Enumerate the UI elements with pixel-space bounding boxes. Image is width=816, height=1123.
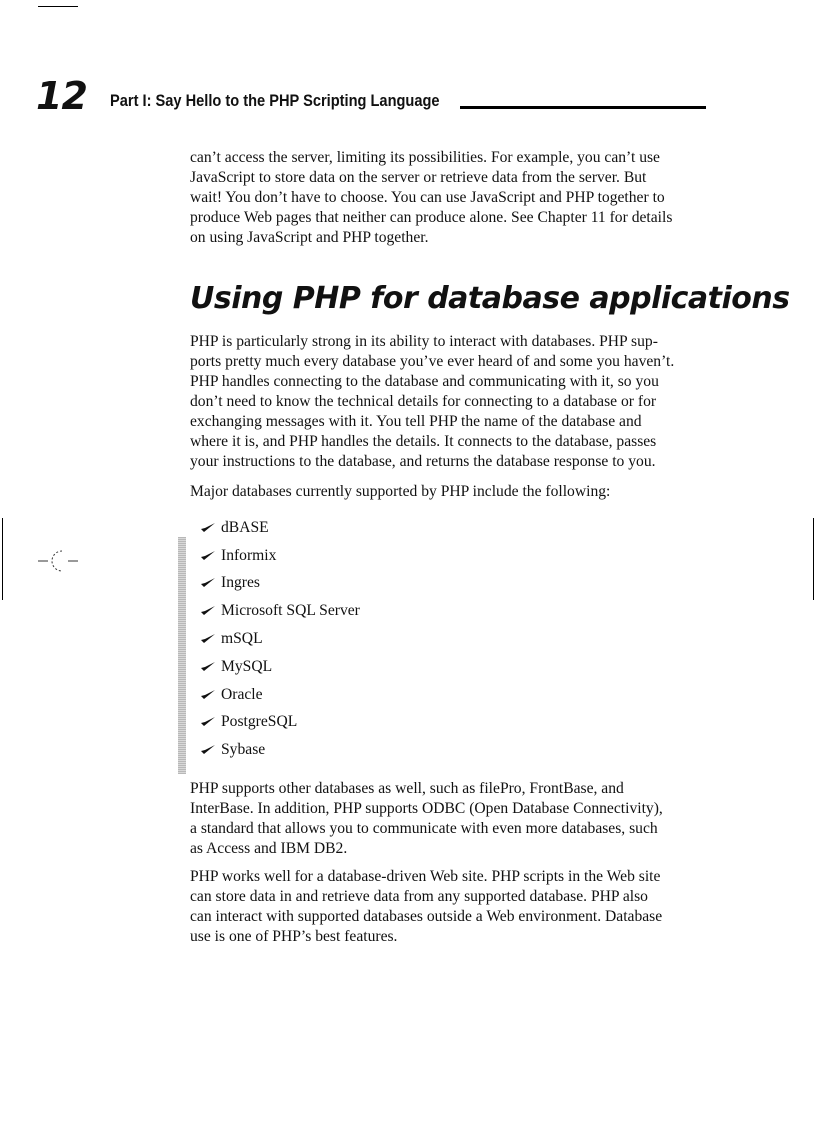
checkmark-icon — [200, 660, 216, 674]
checkmark-icon — [200, 549, 216, 563]
text-line: PHP handles connecting to the database and communicating with it, so you — [190, 373, 659, 390]
checkmark-icon — [200, 632, 216, 646]
text-line: PHP works well for a database-driven Web site. PHP scripts in the Web site — [190, 868, 661, 885]
crop-mark-top — [38, 6, 78, 7]
edge-mark-left — [2, 518, 3, 600]
closing-paragraph — [190, 867, 710, 947]
text-line: use is one of PHP’s best features. — [190, 928, 398, 945]
checkmark-icon — [200, 576, 216, 590]
list-intro: Major databases currently supported by PHP include the following: — [190, 483, 611, 500]
text-line: produce Web pages that neither can produce alone. See Chapter 11 for details — [190, 209, 673, 226]
list-item — [200, 709, 360, 737]
checkmark-icon — [200, 688, 216, 702]
section-paragraph — [190, 332, 710, 472]
text-line: PHP is particularly strong in its ability to interact with databases. PHP sup- — [190, 333, 658, 350]
header-rule — [460, 106, 706, 109]
text-line: where it is, and PHP handles the details. It connects to the database, passes — [190, 433, 657, 450]
intro-paragraph — [190, 148, 710, 248]
registration-mark-icon — [38, 548, 80, 572]
list-item-label: Microsoft SQL Server — [221, 602, 360, 620]
list-intro-paragraph — [190, 482, 710, 502]
list-item-label: Sybase — [221, 741, 266, 759]
list-item — [200, 514, 360, 542]
checkmark-icon — [200, 743, 216, 757]
section-heading: Using PHP for database applications — [190, 281, 790, 316]
page-number: 12 — [36, 74, 87, 118]
list-item-label: MySQL — [221, 657, 273, 675]
change-bar — [178, 537, 186, 774]
list-item — [200, 625, 360, 653]
text-line: your instructions to the database, and returns the database response to you. — [190, 453, 656, 470]
text-line: can store data in and retrieve data from any supported database. PHP also — [190, 888, 648, 905]
text-line: ports pretty much every database you’ve ever heard of and some you haven’t. — [190, 353, 675, 370]
list-item-label: PostgreSQL — [221, 713, 298, 731]
checkmark-icon — [200, 715, 216, 729]
other-databases-paragraph — [190, 779, 710, 859]
list-item — [200, 681, 360, 709]
text-line: on using JavaScript and PHP together. — [190, 229, 429, 246]
text-line: can’t access the server, limiting its possibilities. For example, you can’t use — [190, 149, 660, 166]
list-item-label: Informix — [221, 546, 277, 564]
text-line: JavaScript to store data on the server or retrieve data from the server. But — [190, 169, 647, 186]
running-head: Part I: Say Hello to the PHP Scripting Language — [110, 91, 440, 110]
list-item — [200, 653, 360, 681]
list-item — [200, 597, 360, 625]
checkmark-icon — [200, 521, 216, 535]
text-line: InterBase. In addition, PHP supports ODBC (Open Database Connectivity), — [190, 800, 663, 817]
edge-mark-right — [813, 518, 814, 600]
text-line: exchanging messages with it. You tell PHP the name of the database and — [190, 413, 642, 430]
list-item-label: Oracle — [221, 685, 263, 703]
text-line: a standard that allows you to communicate with even more databases, such — [190, 820, 658, 837]
list-item — [200, 542, 360, 570]
list-item-label: dBASE — [221, 518, 269, 536]
list-item-label: Ingres — [221, 574, 260, 592]
text-line: wait! You don’t have to choose. You can use JavaScript and PHP together to — [190, 189, 665, 206]
text-line: as Access and IBM DB2. — [190, 840, 348, 857]
database-list — [200, 514, 360, 764]
text-line: PHP supports other databases as well, such as filePro, FrontBase, and — [190, 780, 624, 797]
list-item-label: mSQL — [221, 630, 263, 648]
list-item — [200, 570, 360, 598]
list-item — [200, 736, 360, 764]
text-line: can interact with supported databases outside a Web environment. Database — [190, 908, 663, 925]
text-line: don’t need to know the technical details for connecting to a database or for — [190, 393, 657, 410]
checkmark-icon — [200, 604, 216, 618]
